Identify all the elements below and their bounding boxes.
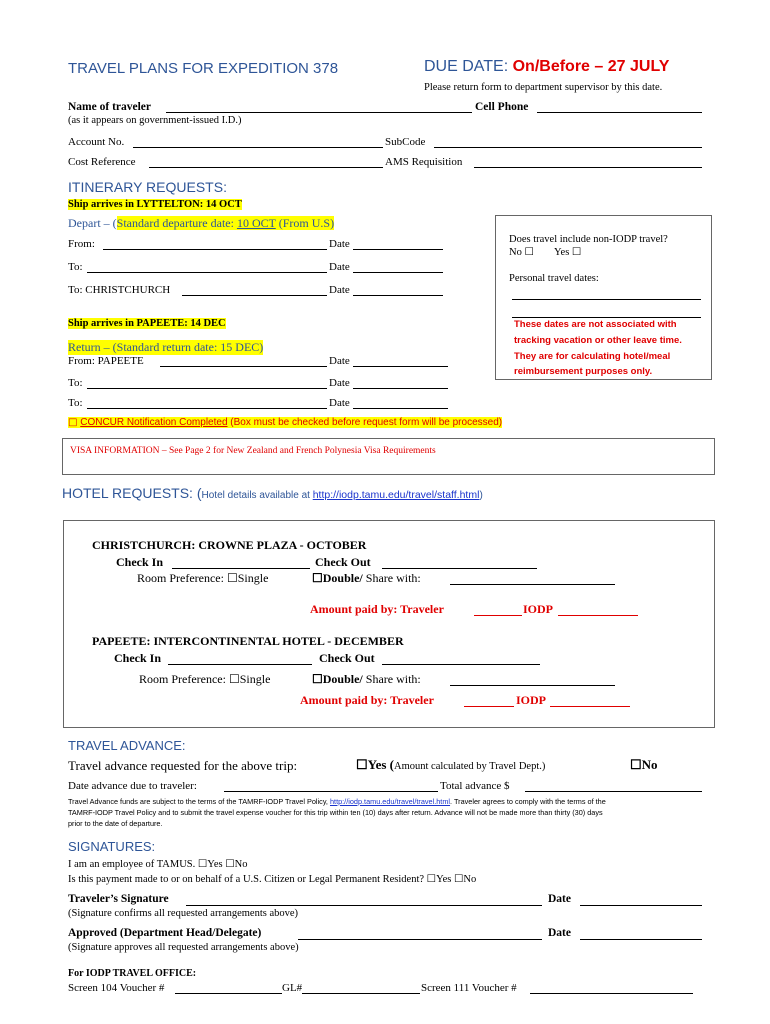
to-field-3[interactable] <box>87 388 327 389</box>
concur-link[interactable]: CONCUR Notification Completed <box>80 417 228 428</box>
travel-policy-link[interactable]: http://iodp.tamu.edu/travel/travel.html <box>329 797 451 806</box>
screen104-label: Screen 104 Voucher # <box>68 982 165 994</box>
to-field-1[interactable] <box>87 272 327 273</box>
chc-check-in-field[interactable] <box>172 568 310 569</box>
non-iodp-question: Does travel include non-IODP travel? <box>509 234 668 245</box>
from-papeete-field[interactable] <box>160 366 327 367</box>
office-label: For IODP TRAVEL OFFICE: <box>68 968 197 979</box>
from-label: From: <box>68 238 95 250</box>
dates-note-3: They are for calculating hotel/meal <box>514 351 671 362</box>
ppt-check-out-field[interactable] <box>382 664 540 665</box>
ppt-share-field[interactable] <box>450 685 615 686</box>
to-christchurch <box>68 284 170 296</box>
chc-check-in: Check In <box>116 555 164 569</box>
non-iodp-no[interactable]: No ☐ <box>509 247 534 258</box>
personal-dates-field-2[interactable] <box>512 317 701 318</box>
hotel-box <box>63 520 715 728</box>
chc-double-label: ☐Double/ <box>312 571 363 585</box>
chc-check-out <box>315 555 371 570</box>
gl-label: GL# <box>282 982 303 994</box>
advance-total-label: Total advance $ <box>440 780 510 792</box>
ppt-hotel-title: PAPEETE: INTERCONTINENTAL HOTEL - DECEMBER <box>92 634 404 648</box>
advance-fine-1b: . Traveler agrees to comply with the terms of the <box>450 797 606 806</box>
to-label-1: To: <box>68 261 83 273</box>
date-label-1: Date <box>329 238 350 250</box>
chc-double[interactable] <box>312 571 421 586</box>
non-iodp-yes[interactable]: Yes ☐ <box>554 247 582 258</box>
account-label: Account No. <box>68 136 125 148</box>
advance-requested: Travel advance requested for the above trip: <box>68 758 298 773</box>
chc-share-label: Share with: <box>362 571 421 585</box>
ppt-room-pref[interactable]: Room Preference: ☐Single <box>139 672 271 686</box>
traveler-signature-field[interactable] <box>186 905 542 906</box>
visa-box <box>62 438 715 475</box>
depart-date: 10 OCT <box>236 216 276 230</box>
advance-fine-2: TAMRF-IODP Travel Policy and to submit the travel expense voucher for this trip within ten (10) days after return. Advance will not be made more than thirty (30) days <box>68 808 603 817</box>
employee-question[interactable]: I am an employee of TAMUS. ☐Yes ☐No <box>68 859 248 870</box>
dates-note-4: reimbursement purposes only. <box>514 366 653 377</box>
traveler-signature-label: Traveler’s Signature <box>68 893 169 905</box>
advance-no[interactable]: ☐No <box>630 757 658 772</box>
ppt-check-out-label: Check Out <box>319 651 375 665</box>
chc-hotel-title: CHRISTCHURCH: CROWNE PLAZA - OCTOBER <box>92 538 367 552</box>
ppt-traveler-field[interactable] <box>464 706 514 707</box>
ship-lyttelton: Ship arrives in LYTTELTON: 14 OCT <box>68 199 242 210</box>
ams-label: AMS Requisition <box>385 156 463 168</box>
chc-iodp-field[interactable] <box>558 615 638 616</box>
date-label-2: Date <box>329 261 350 273</box>
due-date-value: On/Before – 27 JULY <box>512 58 670 75</box>
to-field-4[interactable] <box>87 408 327 409</box>
screen111-field[interactable] <box>530 993 693 994</box>
ppt-double[interactable] <box>312 672 421 687</box>
hotel-link[interactable]: http://iodp.tamu.edu/travel/staff.html <box>312 489 480 501</box>
due-date <box>424 58 669 76</box>
ppt-share-label: Share with: <box>362 672 421 686</box>
date-field-6[interactable] <box>353 408 448 409</box>
itinerary-heading: ITINERARY REQUESTS: <box>68 179 227 195</box>
non-iodp-box <box>495 215 712 380</box>
advance-total-field[interactable] <box>525 791 702 792</box>
traveler-date-label: Date <box>548 893 571 905</box>
concur-line <box>68 417 502 428</box>
date-field-3[interactable] <box>353 295 443 296</box>
chc-share-field[interactable] <box>450 584 615 585</box>
cost-field[interactable] <box>149 167 383 168</box>
account-field[interactable] <box>133 147 383 148</box>
ams-field[interactable] <box>474 167 702 168</box>
ship-papeete: Ship arrives in PAPEETE: 14 DEC <box>68 318 226 329</box>
date-label-4: Date <box>329 355 350 367</box>
advance-yes[interactable] <box>356 757 545 773</box>
chc-room-pref[interactable]: Room Preference: ☐Single <box>137 571 269 585</box>
chc-traveler-field[interactable] <box>474 615 522 616</box>
ppt-double-label: ☐Double/ <box>312 672 363 686</box>
traveler-date-field[interactable] <box>580 905 702 906</box>
screen104-field[interactable] <box>175 993 282 994</box>
chc-iodp: IODP <box>523 602 553 616</box>
ppt-check-in: Check In <box>114 651 162 665</box>
advance-due-field[interactable] <box>224 791 438 792</box>
advance-fine-3: prior to the date of departure. <box>68 819 163 828</box>
depart-label <box>68 216 334 231</box>
personal-dates-field-1[interactable] <box>512 299 701 300</box>
approved-sub: (Signature approves all requested arrangements above) <box>68 942 299 953</box>
cell-label: Cell Phone <box>475 101 529 113</box>
name-label: Name of traveler <box>68 101 152 113</box>
to-label-3: To: <box>68 377 83 389</box>
personal-dates-label: Personal travel dates: <box>509 273 599 284</box>
advance-yes-label: ☐Yes ( <box>356 757 395 772</box>
date-field-5[interactable] <box>353 388 448 389</box>
ppt-check-out <box>319 651 375 666</box>
subcode-field[interactable] <box>434 147 702 148</box>
subcode-label: SubCode <box>385 136 426 148</box>
date-field-1[interactable] <box>353 249 443 250</box>
advance-fine-1a: Travel Advance funds are subject to the terms of the TAMRF-IODP Travel Policy, <box>68 797 330 806</box>
approved-label: Approved (Department Head/Delegate) <box>68 927 262 939</box>
hotel-heading-label: HOTEL REQUESTS: ( <box>62 485 202 501</box>
approved-field[interactable] <box>298 939 542 940</box>
concur-note: (Box must be checked before request form will be processed) <box>227 417 503 428</box>
chc-amount-paid: Amount paid by: Traveler <box>310 602 444 616</box>
chc-check-out-label: Check Out <box>315 555 371 569</box>
from-papeete: From: PAPEETE <box>68 355 144 367</box>
date-label-6: Date <box>329 397 350 409</box>
approved-date-field[interactable] <box>580 939 702 940</box>
form-title: TRAVEL PLANS FOR EXPEDITION 378 <box>68 60 339 77</box>
to-field-2[interactable] <box>182 295 327 296</box>
name-sub: (as it appears on government-issued I.D.) <box>68 115 242 126</box>
cell-field[interactable] <box>537 112 702 113</box>
return-note: Please return form to department supervisor by this date. <box>424 82 663 93</box>
name-field[interactable] <box>166 112 472 113</box>
citizen-question[interactable]: Is this payment made to or on behalf of a U.S. Citizen or Legal Permanent Resident? ☐Yes ☐No <box>68 874 477 885</box>
hotel-heading <box>62 485 483 501</box>
hotel-heading-close: ) <box>479 490 483 501</box>
visa-info: VISA INFORMATION – See Page 2 for New Zealand and French Polynesia Visa Requirements <box>70 446 436 456</box>
cost-label: Cost Reference <box>68 156 136 168</box>
depart-from: (From U.S) <box>275 216 335 230</box>
gl-field[interactable] <box>302 993 420 994</box>
date-field-2[interactable] <box>353 272 443 273</box>
advance-fine-1 <box>68 797 606 806</box>
ppt-iodp: IODP <box>516 693 546 707</box>
return-label: Return – (Standard return date: 15 DEC) <box>68 340 264 354</box>
ppt-iodp-field[interactable] <box>550 706 630 707</box>
date-label-3: Date <box>329 284 350 296</box>
date-field-4[interactable] <box>353 366 448 367</box>
ppt-check-in-field[interactable] <box>168 664 312 665</box>
advance-heading: TRAVEL ADVANCE: <box>68 738 186 753</box>
screen111-label: Screen 111 Voucher # <box>421 982 517 994</box>
from-field[interactable] <box>103 249 327 250</box>
signatures-heading: SIGNATURES: <box>68 839 156 854</box>
approved-date-label: Date <box>548 927 571 939</box>
advance-due-label: Date advance due to traveler: <box>68 780 197 792</box>
ppt-amount-paid: Amount paid by: Traveler <box>300 693 434 707</box>
chc-check-out-field[interactable] <box>382 568 537 569</box>
dates-note-2: tracking vacation or other leave time. <box>514 335 682 346</box>
advance-yes-note: Amount calculated by Travel Dept.) <box>394 761 546 772</box>
concur-checkbox[interactable]: □ <box>68 417 78 428</box>
due-date-label: DUE DATE: <box>424 58 513 75</box>
traveler-signature-sub: (Signature confirms all requested arrangements above) <box>68 908 299 919</box>
to-christchurch-label: To: CHRISTCHURCH <box>68 284 171 296</box>
dates-note-1: These dates are not associated with <box>514 319 677 330</box>
hotel-details: Hotel details available at <box>201 490 313 501</box>
depart-prefix: Depart – ( <box>68 216 117 230</box>
date-label-5: Date <box>329 377 350 389</box>
depart-std: Standard departure date: <box>116 216 237 230</box>
to-label-4: To: <box>68 397 83 409</box>
